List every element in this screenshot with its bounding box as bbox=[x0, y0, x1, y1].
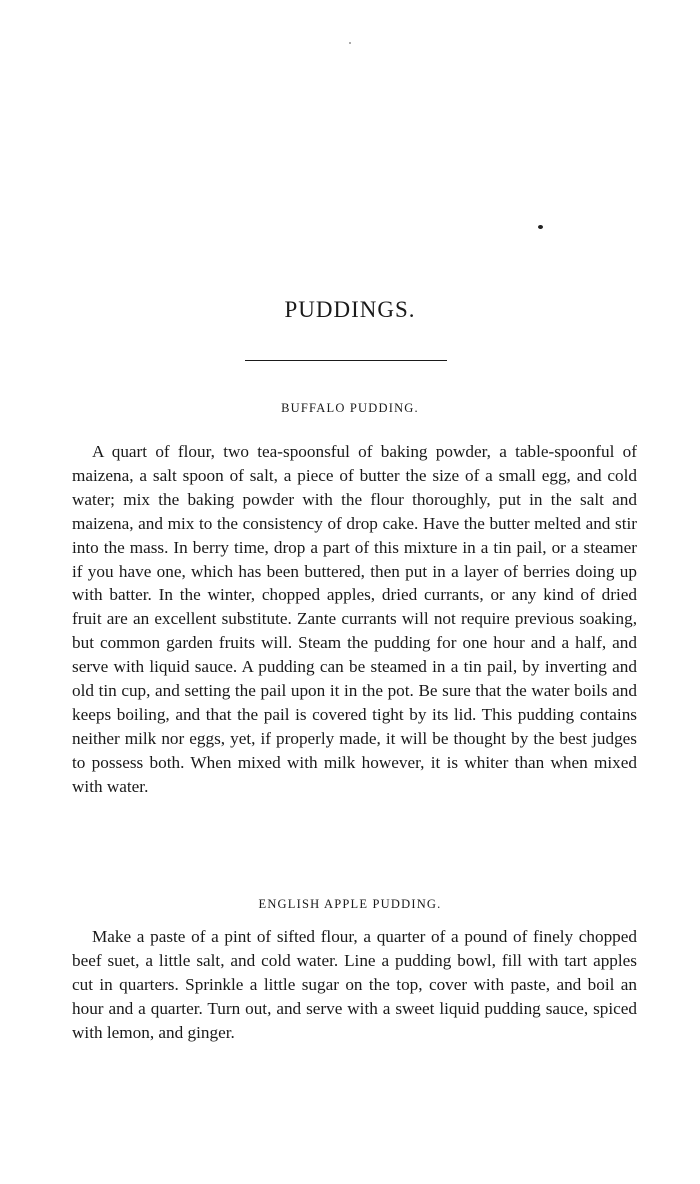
recipe-body-english-apple: Make a paste of a pint of sifted flour, a quarter of a pound of finely chopped beef suet, a little salt, and cold water. Line a pudding bowl, fill with tart apples cut in quarters. Sprinkle a little sugar on the top, cover with paste, and boil an hour and a quarter. Turn out, and serve with a sweet liquid pudding sauce, spiced with lemon, and ginger. bbox=[72, 927, 637, 1042]
ink-speck bbox=[349, 42, 351, 44]
recipe-body-buffalo: A quart of flour, two tea-spoonsful of baking powder, a table-spoonful of maizena, a salt spoon of salt, a piece of butter the size of a small egg, and cold water; mix the baking powder with the flour thoroughly, put in the salt and maizena, and mix to the consistency of drop cake. Have the butter melted and stir into the mass. In berry time, drop a part of this mixture in a tin pail, or a steamer if you have one, which has been buttered, then put in a layer of berries doing up with batter. In the winter, chopped apples, dried currants, or any kind of dried fruit are an excellent substitute. Zante currants will not require previous soaking, but common garden fruits will. Steam the pudding for one hour and a half, and serve with liquid sauce. A pudding can be steamed in a tin pail, by inverting and old tin cup, and setting the pail upon it in the pot. Be sure that the water boils and keeps boiling, and that the pail is covered tight by its lid. This pudding contains neither milk nor eggs, yet, if properly made, it will be thought by the best judges to possess both. When mixed with milk however, it is whiter than when mixed with water. bbox=[72, 442, 637, 796]
ink-speck bbox=[538, 225, 543, 229]
recipe-heading-english-apple: ENGLISH APPLE PUDDING. bbox=[258, 897, 442, 911]
recipe-heading-buffalo: BUFFALO PUDDING. bbox=[281, 401, 419, 415]
title-rule bbox=[245, 360, 447, 361]
page-title: PUDDINGS. bbox=[284, 297, 416, 322]
